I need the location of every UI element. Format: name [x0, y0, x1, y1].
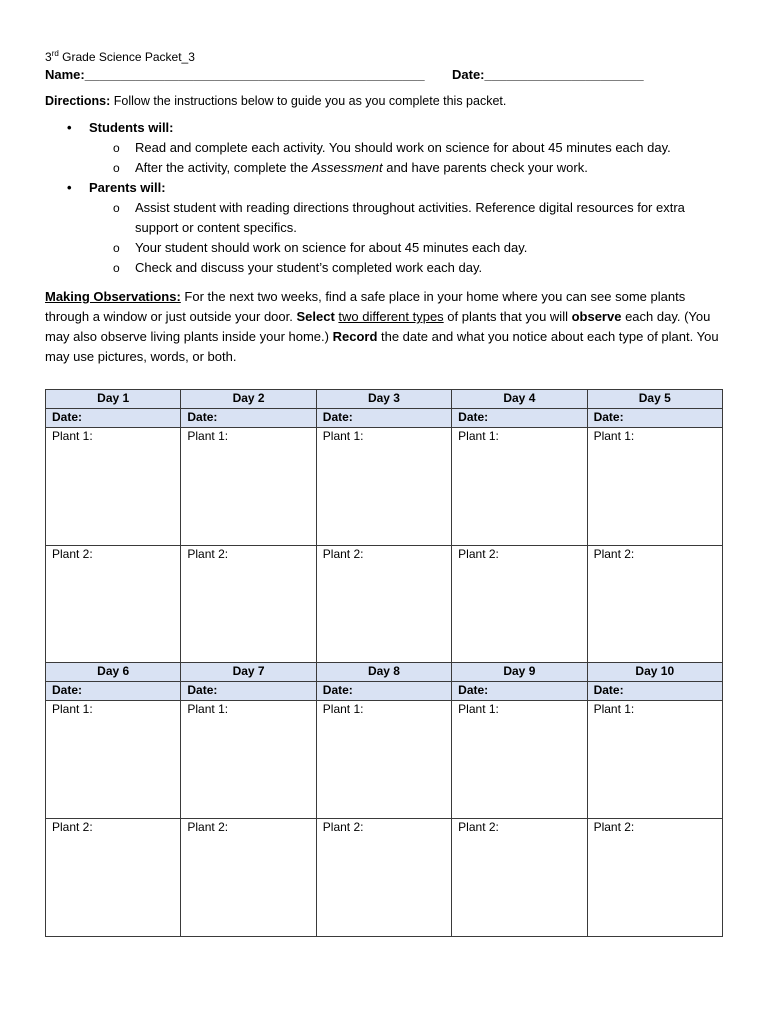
- plant-2-cell[interactable]: Plant 2:: [181, 546, 316, 664]
- bullet-icon: •: [67, 180, 72, 195]
- circle-bullet-icon: o: [113, 141, 120, 155]
- plant-1-cell[interactable]: Plant 1:: [181, 428, 316, 546]
- plant-1-cell[interactable]: Plant 1:: [452, 701, 587, 819]
- date-cell[interactable]: Date:: [316, 409, 451, 428]
- date-row: [46, 409, 723, 428]
- observation-table-week-1: [45, 389, 723, 664]
- day-header-row: [46, 663, 723, 682]
- plant-2-cell[interactable]: Plant 2:: [587, 546, 722, 664]
- list-item: o Assist student with reading directions throughout activities. Reference digital resources for extra support or content specifics.: [113, 200, 685, 235]
- date-field[interactable]: Date:______________________: [452, 67, 644, 82]
- date-row: [46, 682, 723, 701]
- day-header: Day 6: [46, 663, 181, 682]
- plant-2-row: [46, 819, 723, 937]
- day-header: Day 5: [587, 390, 722, 409]
- plant-1-cell[interactable]: Plant 1:: [316, 701, 451, 819]
- plant-1-row: [46, 428, 723, 546]
- circle-bullet-icon: o: [113, 201, 120, 215]
- plant-1-cell[interactable]: Plant 1:: [587, 428, 722, 546]
- bullet-icon: •: [67, 120, 72, 135]
- day-header: Day 9: [452, 663, 587, 682]
- date-cell[interactable]: Date:: [316, 682, 451, 701]
- date-cell[interactable]: Date:: [452, 409, 587, 428]
- date-cell[interactable]: Date:: [587, 682, 722, 701]
- day-header: Day 7: [181, 663, 316, 682]
- day-header: Day 1: [46, 390, 181, 409]
- circle-bullet-icon: o: [113, 161, 120, 175]
- plant-1-cell[interactable]: Plant 1:: [46, 701, 181, 819]
- plant-2-cell[interactable]: Plant 2:: [46, 546, 181, 664]
- day-header: Day 8: [316, 663, 451, 682]
- plant-2-cell[interactable]: Plant 2:: [452, 819, 587, 937]
- day-header: Day 10: [587, 663, 722, 682]
- observation-table-week-2: [45, 662, 723, 937]
- circle-bullet-icon: o: [113, 261, 120, 275]
- day-header: Day 4: [452, 390, 587, 409]
- plant-1-cell[interactable]: Plant 1:: [316, 428, 451, 546]
- date-cell[interactable]: Date:: [452, 682, 587, 701]
- circle-bullet-icon: o: [113, 241, 120, 255]
- plant-1-cell[interactable]: Plant 1:: [587, 701, 722, 819]
- plant-1-cell[interactable]: Plant 1:: [46, 428, 181, 546]
- parents-section: • Parents will: o Assist student with reading directions throughout activities. Reference digital resources for extra support or content specifics. o Your student should work on science for about 45 minutes each day. o Check and discuss your student’s completed work each day.: [45, 178, 723, 278]
- plant-2-cell[interactable]: Plant 2:: [46, 819, 181, 937]
- list-item: o After the activity, complete the Assessment and have parents check your work.: [89, 158, 723, 178]
- date-cell[interactable]: Date:: [181, 682, 316, 701]
- directions-paragraph: Directions: Follow the instructions below to guide you as you complete this packet.: [45, 94, 507, 108]
- packet-title: 3rd Grade Science Packet_3: [45, 49, 195, 64]
- students-section: • Students will: o Read and complete each activity. You should work on science for about 45 minutes each day. o After the activity, complete the Assessment and have parents check your work.: [45, 118, 723, 178]
- plant-2-cell[interactable]: Plant 2:: [316, 819, 451, 937]
- date-cell[interactable]: Date:: [46, 682, 181, 701]
- observations-paragraph: Making Observations: For the next two weeks, find a safe place in your home where you can see some plants through a window or just outside your door. Select two different types of plants that you will observe each day. (You may also observe living plants inside your home.) Record the date and what you notice about each type of plant. You may use pictures, words, or both.: [45, 289, 719, 364]
- worksheet-page: [45, 46, 723, 367]
- plant-1-cell[interactable]: Plant 1:: [452, 428, 587, 546]
- plant-1-row: [46, 701, 723, 819]
- date-cell[interactable]: Date:: [46, 409, 181, 428]
- plant-2-row: [46, 546, 723, 664]
- plant-1-cell[interactable]: Plant 1:: [181, 701, 316, 819]
- roles-list: [45, 118, 723, 278]
- date-cell[interactable]: Date:: [181, 409, 316, 428]
- date-cell[interactable]: Date:: [587, 409, 722, 428]
- list-item: o Check and discuss your student’s completed work each day.: [89, 258, 723, 278]
- day-header: Day 2: [181, 390, 316, 409]
- plant-2-cell[interactable]: Plant 2:: [316, 546, 451, 664]
- name-field[interactable]: Name:_______________________________________________: [45, 67, 425, 82]
- plant-2-cell[interactable]: Plant 2:: [587, 819, 722, 937]
- list-item: o Read and complete each activity. You should work on science for about 45 minutes each day.: [89, 138, 723, 158]
- day-header-row: [46, 390, 723, 409]
- plant-2-cell[interactable]: Plant 2:: [181, 819, 316, 937]
- day-header: Day 3: [316, 390, 451, 409]
- plant-2-cell[interactable]: Plant 2:: [452, 546, 587, 664]
- list-item: o Your student should work on science for about 45 minutes each day.: [89, 238, 723, 258]
- name-date-row: [45, 66, 723, 84]
